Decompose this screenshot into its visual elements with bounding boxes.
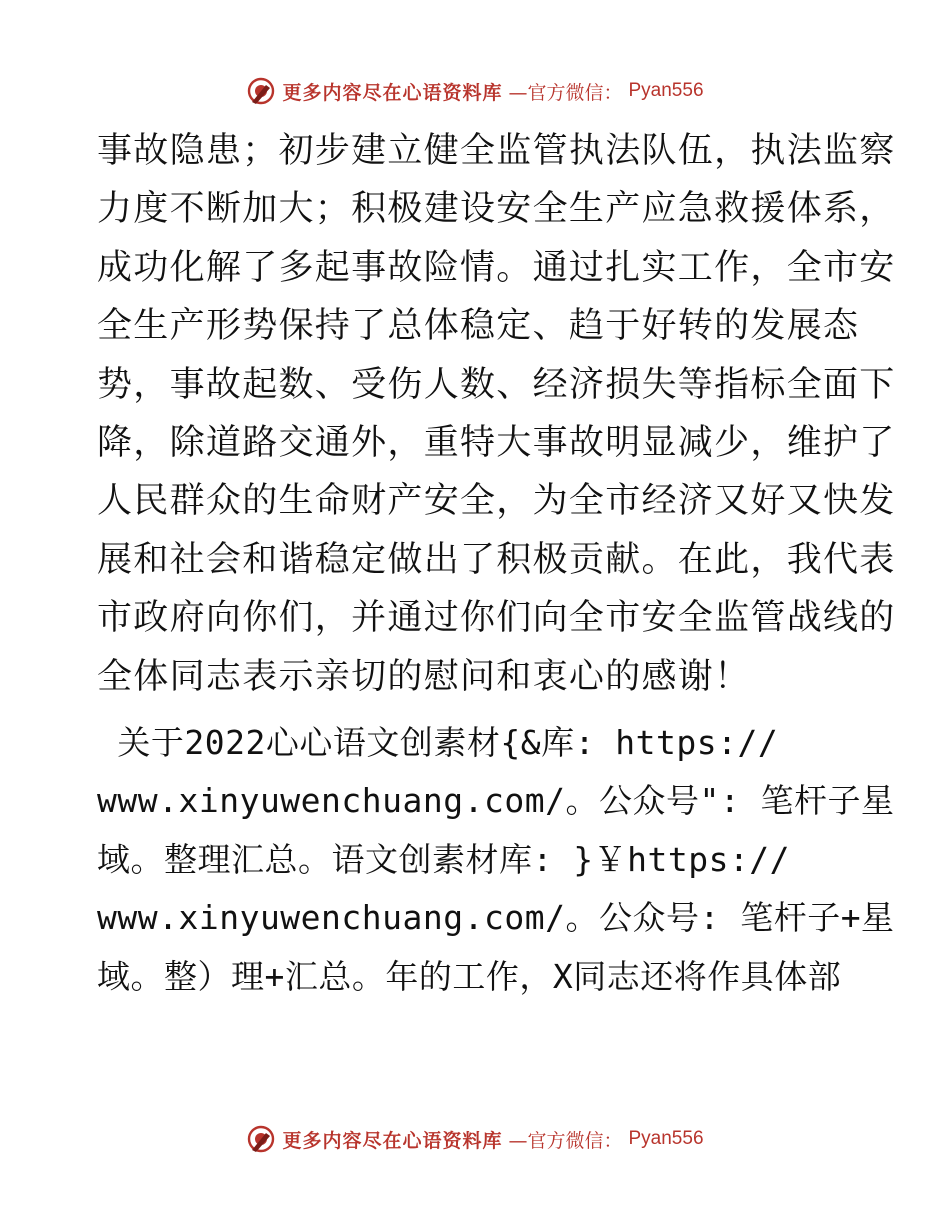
text-line: 全体同志表示亲切的慰问和衷心的感谢！ [97, 656, 751, 697]
text-line: 关于2022心心语文创素材{&库: https:// [97, 723, 779, 763]
text-line: 人民群众的生命财产安全，为全市经济又好又快发 [97, 481, 896, 522]
text-line: 成功化解了多起事故险情。通过扎实工作，全市安 [97, 247, 896, 288]
footer-wechat-handle: Pyan556 [628, 1128, 704, 1149]
text-line: 域。整）理+汇总。年的工作，X同志还将作具体部 [97, 956, 842, 996]
text-line: www.xinyuwenchuang.com/。公众号: 笔杆子+星 [97, 898, 895, 938]
text-line: 市政府向你们，并通过你们向全市安全监管战线的 [97, 598, 896, 639]
header-wechat-handle: Pyan556 [628, 80, 704, 101]
header-separator: —官方微信： [508, 81, 623, 104]
text-line: www.xinyuwenchuang.com/。公众号": 笔杆子星 [97, 781, 895, 821]
page-header [0, 76, 950, 106]
text-line: 全生产形势保持了总体稳定、趋于好转的发展态 [97, 306, 860, 347]
text-line: 力度不断加大；积极建设安全生产应急救援体系， [97, 189, 896, 230]
footer-separator: —官方微信： [508, 1129, 623, 1152]
text-line: 展和社会和谐稳定做出了积极贡献。在此，我代表 [97, 539, 896, 580]
paragraph-2 [97, 714, 895, 1006]
text-line: 域。整理汇总。语文创素材库: }￥https:// [97, 839, 791, 879]
pen-circle-icon [246, 76, 276, 106]
footer-brand: 更多内容尽在心语资料库 [282, 1129, 503, 1152]
text-line: 势，事故起数、受伤人数、经济损失等指标全面下 [97, 364, 896, 405]
paragraph-1 [97, 122, 896, 706]
text-line: 降，除道路交通外，重特大事故明显减少，维护了 [97, 423, 896, 464]
page-footer [0, 1124, 950, 1154]
text-line: 事故隐患；初步建立健全监管执法队伍，执法监察 [97, 131, 896, 171]
header-brand: 更多内容尽在心语资料库 [282, 81, 503, 104]
document-body [97, 122, 896, 1006]
pen-circle-icon [246, 1124, 276, 1154]
